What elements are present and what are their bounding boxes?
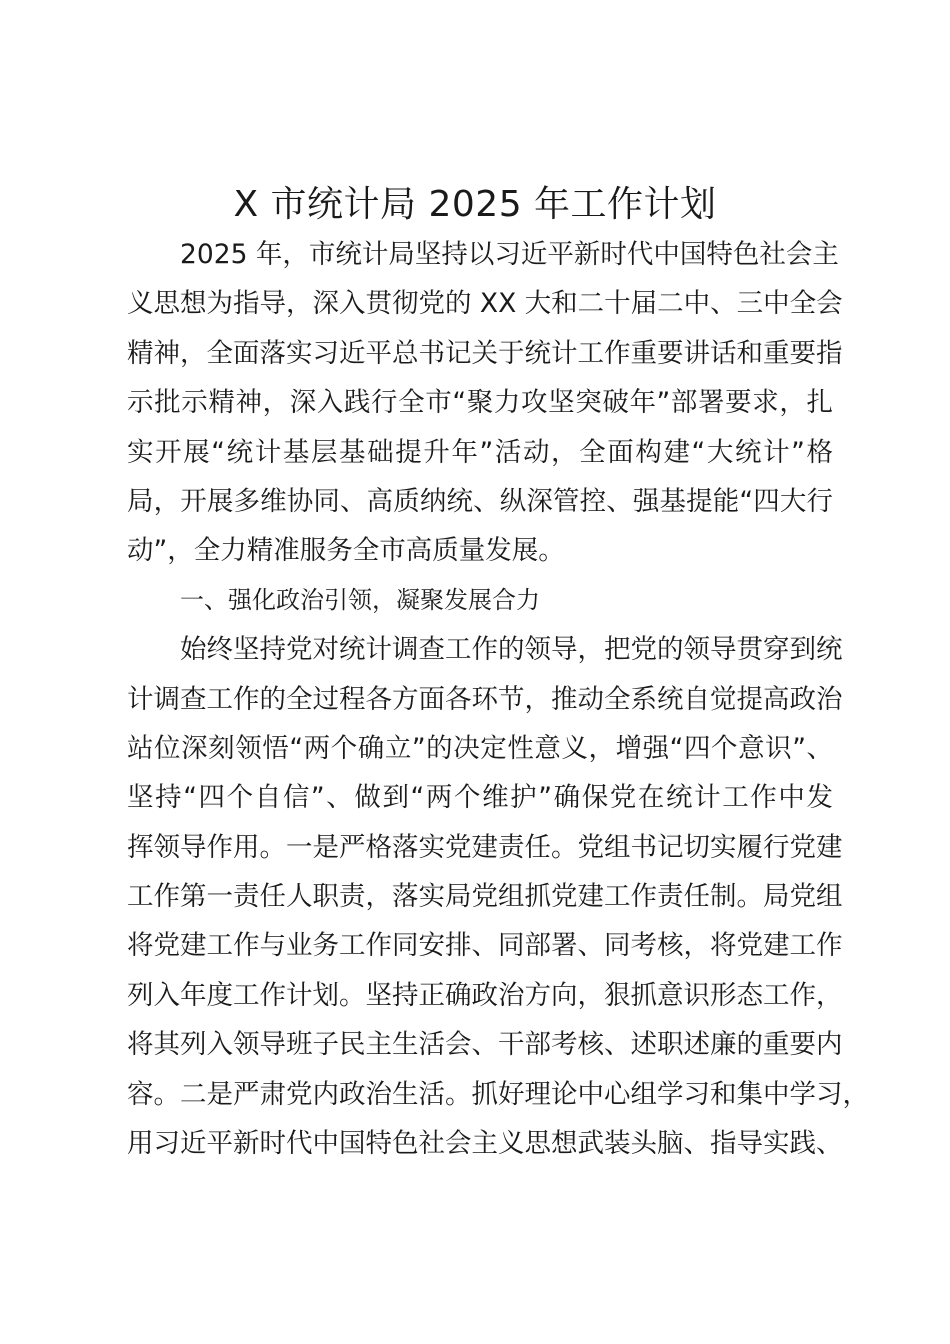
paragraph-line: 将党建工作与业务工作同安排、同部署、同考核，将党建工作: [127, 930, 843, 962]
paragraph-line: 2025 年，市统计局坚持以习近平新时代中国特色社会主: [180, 239, 839, 270]
section-heading: 一、强化政治引领，凝聚发展合力: [180, 585, 540, 614]
paragraph-line: 用习近平新时代中国特色社会主义思想武装头脑、指导实践、: [127, 1128, 843, 1160]
paragraph-line: 实开展“统计基层基础提升年”活动，全面构建“大统计”格: [127, 436, 833, 468]
document-title: X 市统计局 2025 年工作计划: [233, 184, 717, 225]
paragraph-line: 计调查工作的全过程各方面各环节，推动全系统自觉提高政治: [127, 683, 843, 715]
document-body: [127, 230, 869, 1168]
paragraph-line: 义思想为指导，深入贯彻党的 XX 大和二十届二中、三中全会: [127, 288, 843, 320]
paragraph-line: 站位深刻领悟“两个确立”的决定性意义，增强“四个意识”、: [127, 732, 833, 764]
paragraph-line: 精神，全面落实习近平总书记关于统计工作重要讲话和重要指: [127, 337, 843, 369]
paragraph-line: 始终坚持党对统计调查工作的领导，把党的领导贯穿到统: [180, 634, 843, 666]
paragraph-line: 列入年度工作计划。坚持正确政治方向，狠抓意识形态工作，: [127, 979, 843, 1011]
paragraph-line: 坚持“四个自信”、做到“两个维护”确保党在统计工作中发: [127, 782, 833, 814]
paragraph-line: 局，开展多维协同、高质纳统、纵深管控、强基提能“四大行: [127, 485, 833, 517]
paragraph-line: 示批示精神，深入践行全市“聚力攻坚突破年”部署要求，扎: [127, 387, 833, 419]
paragraph-line: 挥领导作用。一是严格落实党建责任。党组书记切实履行党建: [127, 831, 843, 863]
paragraph-line: 动”，全力精准服务全市高质量发展。: [127, 535, 565, 567]
paragraph-line: 容。二是严肃党内政治生活。抓好理论中心组学习和集中学习，: [127, 1078, 869, 1110]
paragraph-line: 将其列入领导班子民主生活会、干部考核、述职述廉的重要内: [127, 1029, 843, 1061]
paragraph-line: 工作第一责任人职责，落实局党组抓党建工作责任制。局党组: [127, 881, 843, 913]
